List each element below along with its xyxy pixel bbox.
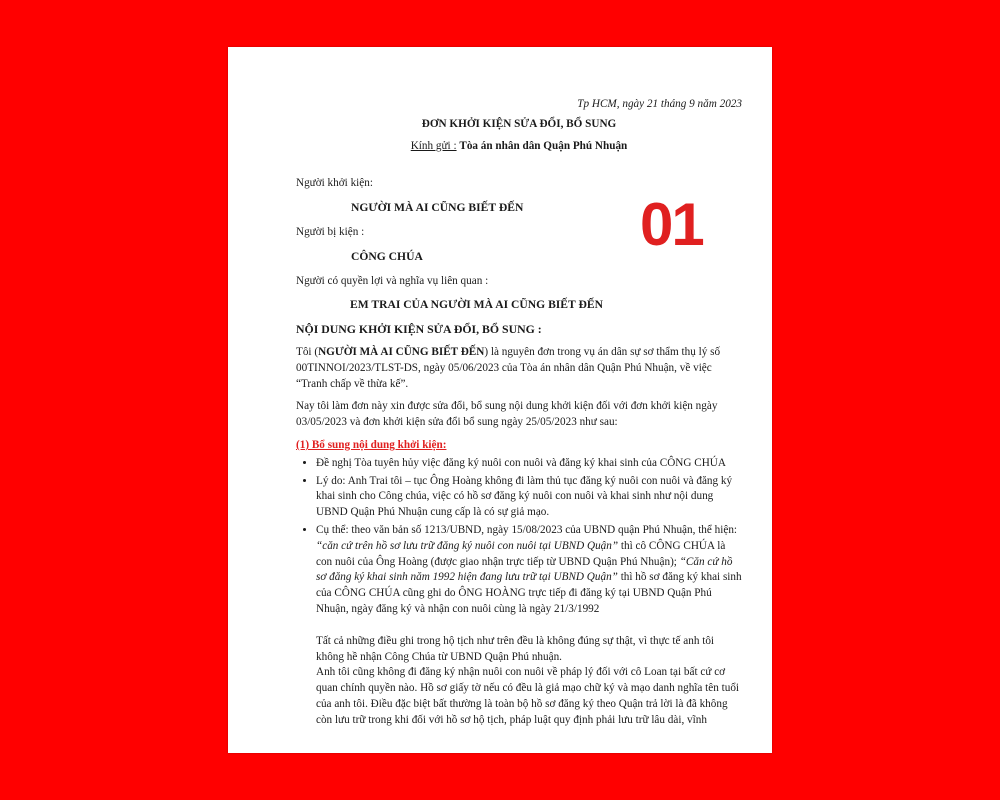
subheading: (1) Bổ sung nội dung khởi kiện: — [296, 438, 447, 451]
bullet3-text-c: thì hồ sơ đăng ký khai sinh của CÔNG CHÚA cũng ghi do ÔNG HOÀNG trực tiếp đi đăng ký tại UBND Quận Phú Nhuận, ngày đăng ký và nhận con nuôi cùng là ngày 21/3/1992 — [316, 571, 742, 615]
bullet3-text-b: thì cô CÔNG CHÚA là con nuôi của Ông Hoàng (được giao nhận trực tiếp từ UBND Quận Phú Nhuận); — [316, 539, 726, 568]
document-date: Tp HCM, ngày 21 tháng 9 năm 2023 — [577, 98, 742, 110]
related-party-name: EM TRAI CỦA NGƯỜI MÀ AI CŨNG BIẾT ĐẾN — [350, 298, 603, 312]
bullet-list — [296, 456, 742, 618]
document-page — [228, 47, 772, 753]
related-party-label: Người có quyền lợi và nghĩa vụ liên quan : — [296, 274, 489, 287]
tail-paragraph-1: Tất cả những điều ghi trong hộ tịch như trên đều là không đúng sự thật, vì thực tế anh tôi không hề nhận Công Chúa từ UBND Quận Phú nhuận. — [316, 634, 715, 663]
closing-text — [296, 634, 742, 729]
tail-paragraph-2: Anh tôi cũng không đi đăng ký nhận nuôi con nuôi về pháp lý đối với cô Loan tại bất cứ cơ quan chính quyền nào. Hồ sơ giấy tờ nếu có đều là giả mạo chữ ký và mạo danh nghĩa tên tuổi của anh tôi. Điều đặc biệt bất thường là toàn bộ hồ sơ đăng ký theo Quận trả lời là đã không còn lưu trữ trong khi đối với hồ sơ hộ tịch, pháp luật quy định phải lưu trữ lâu dài, vĩnh — [316, 666, 740, 726]
document-body — [296, 97, 742, 729]
intro-post: ) là nguyên đơn trong vụ án dân sự sơ thẩm thụ lý số 00TINNOI/2023/TLST-DS, ngày 05/06/2023 của Tòa án nhân dân Quận Phú Nhuận, về việc “Tranh chấp về thừa kế”. — [296, 345, 721, 390]
second-paragraph: Nay tôi làm đơn này xin được sửa đổi, bổ sung nội dung khởi kiện đối với đơn khởi kiện ngày 03/05/2023 và đơn khởi kiện sửa đổi bổ sung ngày 25/05/2023 như sau: — [296, 400, 718, 429]
intro-paragraph — [296, 345, 742, 392]
intro-bold: NGƯỜI MÀ AI CŨNG BIẾT ĐẾN — [318, 345, 485, 358]
section-title: NỘI DUNG KHỞI KIỆN SỬA ĐỔI, BỔ SUNG : — [296, 322, 542, 337]
recipient-label: Kính gửi : — [410, 139, 457, 152]
list-item: • Đề nghị Tòa tuyên hủy việc đăng ký nuôi con nuôi và đăng ký khai sinh của CÔNG CHÚA — [316, 456, 742, 472]
overlay-number: 01 — [640, 191, 703, 258]
bullet3-quote-1: “căn cứ trên hồ sơ lưu trữ đăng ký nuôi con nuôi tại UBND Quận” — [316, 539, 619, 552]
plaintiff-name: NGƯỜI MÀ AI CŨNG BIẾT ĐẾN — [351, 201, 524, 215]
list-item: • Lý do: Anh Trai tôi – tục Ông Hoàng không đi làm thủ tục đăng ký nuôi con nuôi và đăng ký khai sinh cho Công chúa, việc có hồ sơ đăng ký nuôi con nuôi và khai sinh như nội dung UBND Quận Phú Nhuận cung cấp là có sự giả mạo. — [316, 474, 742, 521]
defendant-name: CÔNG CHÚA — [351, 249, 423, 263]
bullet3-quote-2: “Căn cứ hồ sơ đăng ký khai sinh năm 1992 hiện đang lưu trữ tại UBND Quận” — [316, 555, 733, 584]
list-item — [316, 523, 742, 618]
recipient-name: Tòa án nhân dân Quận Phú Nhuận — [459, 139, 628, 152]
defendant-label: Người bị kiện : — [296, 225, 365, 238]
plaintiff-label: Người khởi kiện: — [296, 177, 373, 190]
recipient-line — [296, 139, 742, 155]
bullet3-text-a: Cụ thể: theo văn bản số 1213/UBND, ngày 15/08/2023 của UBND quận Phú Nhuận, thể hiện: — [316, 523, 738, 536]
intro-pre: Tôi ( — [296, 345, 319, 358]
document-title: ĐƠN KHỞI KIỆN SỬA ĐỔI, BỔ SUNG — [421, 117, 617, 130]
